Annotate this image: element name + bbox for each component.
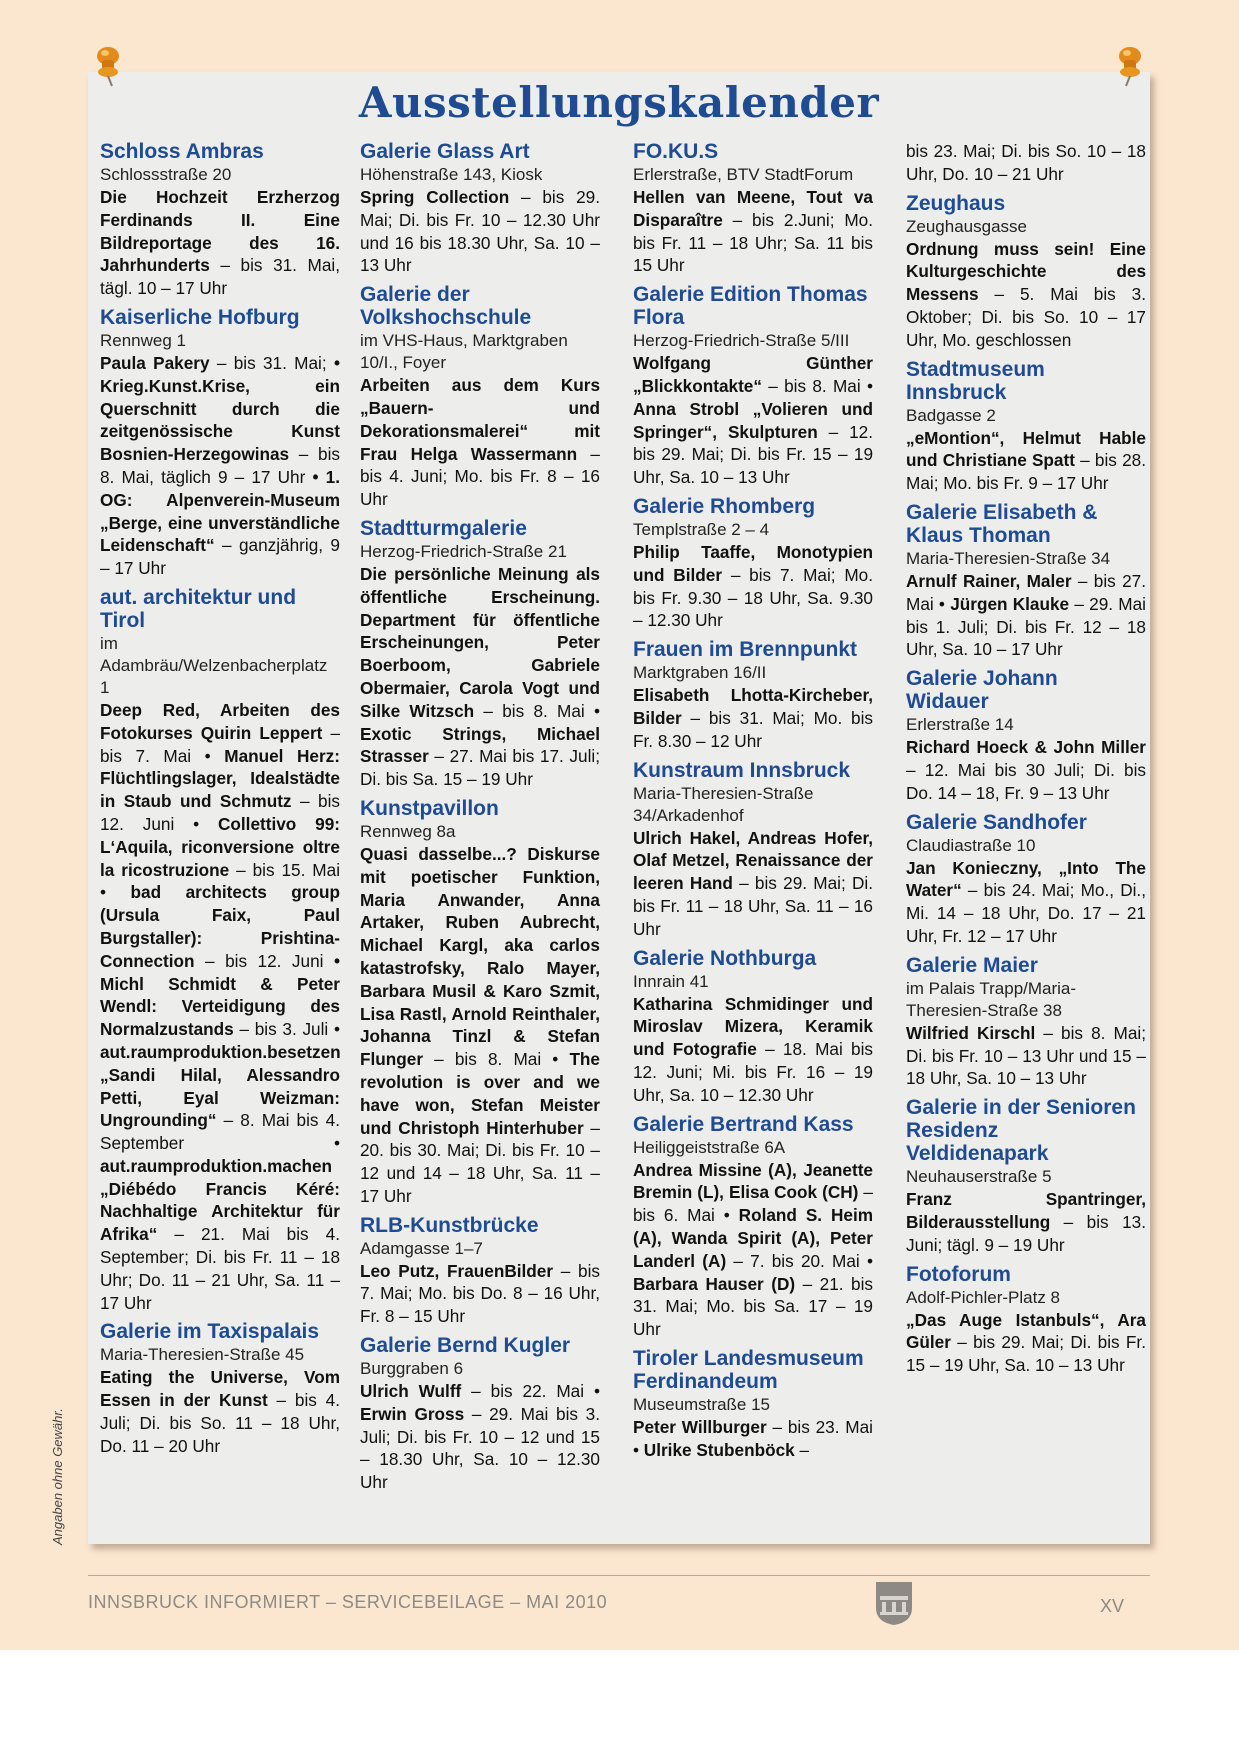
exhibition-details — [906, 857, 1146, 948]
exhibition-title: bad architects group (Ursula Faix, Paul Burgstaller): Prishtina-Connection — [100, 882, 340, 971]
exhibition-entry — [633, 1347, 873, 1462]
exhibition-details — [100, 352, 340, 580]
exhibition-dates: – ganzjährig, 9 – 17 Uhr — [100, 535, 340, 579]
exhibition-entry — [906, 1096, 1146, 1256]
venue-address: Höhenstraße 143, Kiosk — [360, 165, 543, 184]
exhibition-dates: – bis 7. Mai • — [100, 722, 341, 766]
exhibition-dates: – bis 29. Mai; Di. bis Fr. 15 – 19 Uhr, Sa. 10 – 13 Uhr — [906, 1332, 1146, 1376]
exhibition-dates: – 29. Mai bis 1. Juli; Di. bis Fr. 12 – 18 Uhr, Sa. 10 – 17 Uhr — [906, 593, 1146, 660]
exhibition-title: • Michl Schmidt & Peter Wendl: Verteidigung des Normalzustands — [100, 950, 340, 1040]
exhibition-dates: – 8. Mai bis 4. September • — [100, 1110, 340, 1154]
exhibition-entry — [633, 638, 873, 752]
venue-name: Galerie Bernd Kugler — [360, 1334, 571, 1358]
exhibition-title: Collettivo 99: L‘Aquila, riconversione oltre la ricostruzione — [100, 813, 340, 880]
venue-address: Herzog-Friedrich-Straße 21 — [360, 541, 567, 561]
column-4 — [906, 140, 1146, 1383]
exhibition-details — [100, 186, 340, 300]
exhibition-details — [360, 1380, 600, 1494]
exhibition-title: • Krieg.Kunst.Krise, ein Querschnitt durch die zeitgenössische Kunst Bosnien-Herzegowinas — [100, 352, 340, 465]
exhibition-title: Quasi dasselbe...? Diskurse mit poetischer Funktion, Maria Anwander, Anna Artaker, Ruben Aubrecht, Michael Kargl, aka carlos katastrofsky, Ralo Mayer, Barbara Musil & Karo Szmit, Lisa Rastl, Arnold Reinthaler, Johanna Tinzl & Stefan Flunger — [360, 843, 600, 1070]
venue-name: Galerie Glass Art — [360, 140, 530, 163]
venue-address: Claudiastraße 10 — [906, 835, 1036, 855]
column-2 — [360, 140, 600, 1500]
exhibition-dates: – 12. bis 29. Mai; Di. bis Fr. 15 – 19 Uhr, Sa. 10 – 13 Uhr — [633, 421, 873, 488]
exhibition-title: Ordnung muss sein! Eine Kulturgeschichte des Messens — [906, 238, 1146, 305]
exhibition-dates: – bis 4. Juli; Di. bis So. 11 – 18 Uhr, Do. 11 – 20 Uhr — [100, 1390, 340, 1456]
exhibition-title: Ulrich Wulff — [360, 1381, 462, 1402]
exhibition-details — [906, 1188, 1146, 1256]
exhibition-entry — [906, 954, 1146, 1090]
exhibition-title: Jan Konieczny, „Into The Water“ — [906, 857, 1146, 901]
exhibition-title: Elisabeth Lhotta-Kircheber, Bilder — [633, 685, 873, 728]
city-crest-icon — [874, 1580, 914, 1626]
exhibition-entry — [906, 358, 1146, 495]
venue-name: Galerie Johann Widauer — [906, 667, 1058, 714]
venue-address: Maria-Theresien-Straße 34 — [906, 548, 1111, 568]
venue-address: Maria-Theresien-Straße 34/Arkadenhof — [633, 783, 814, 825]
venue-name: Frauen im Brennpunkt — [633, 638, 858, 662]
exhibition-entry — [906, 140, 1146, 186]
exhibition-title: Katharina Schmidinger und Miroslav Mizera, Keramik und Fotografie — [633, 993, 873, 1060]
venue-name: Zeughaus — [906, 191, 1006, 215]
exhibition-details — [633, 1416, 873, 1462]
exhibition-dates: – 18. Mai bis 12. Juni; Mi. bis Fr. 16 – 19 Uhr, Sa. 10 – 12.30 Uhr — [633, 1039, 874, 1105]
venue-address: Burggraben 6 — [360, 1359, 464, 1379]
column-1 — [100, 140, 340, 1464]
venue-address: Erlerstraße, BTV StadtForum — [633, 165, 854, 184]
venue-name: aut. architektur und Tirol — [100, 585, 297, 632]
exhibition-details — [906, 736, 1146, 804]
exhibition-title: Barbara Hauser (D) — [633, 1273, 796, 1294]
exhibition-entry — [906, 667, 1146, 804]
exhibition-title: Die persönliche Meinung als öffentliche Erscheinung. Department für öffentliche Erscheinungen, Peter Boerboom, Gabriele Obermaier, Carola Vogt und Silke Witzsch — [360, 563, 600, 721]
venue-name: Galerie der Volkshochschule — [360, 283, 532, 330]
venue-address: Innrain 41 — [633, 971, 709, 991]
exhibition-dates: bis 23. Mai; Di. bis So. 10 – 18 Uhr, Do. 10 – 21 Uhr — [906, 141, 1146, 184]
exhibition-title: Wilfried Kirschl — [906, 1022, 1036, 1043]
venue-address: im Adambräu/Welzenbacherplatz 1 — [100, 633, 328, 697]
venue-name: Galerie im Taxispalais — [100, 1320, 320, 1344]
exhibition-title: Erwin Gross — [360, 1403, 465, 1424]
exhibition-details — [633, 1159, 873, 1341]
footer-publication: INNSBRUCK INFORMIERT – SERVICEBEILAGE – MAI 2010 — [88, 1592, 608, 1612]
exhibition-dates: – bis 31. Mai; Mo. bis Fr. 8.30 – 12 Uhr — [633, 707, 873, 751]
exhibition-details — [360, 563, 600, 791]
page-title: Ausstellungskalender — [358, 78, 880, 127]
venue-address: Rennweg 1 — [100, 330, 187, 350]
exhibition-title: • 1. OG: Alpenverein-Museum „Berge, eine unverständliche Leidenschaft“ — [100, 466, 340, 556]
venue-address: Maria-Theresien-Straße 45 — [100, 1345, 305, 1365]
exhibition-details — [633, 352, 873, 489]
exhibition-details — [906, 427, 1146, 495]
exhibition-details — [633, 684, 873, 752]
exhibition-title: Philip Taaffe, Monotypien und Bilder — [633, 541, 873, 585]
footer-divider — [88, 1575, 1150, 1576]
exhibition-entry — [906, 192, 1146, 352]
venue-name: RLB-Kunstbrücke — [360, 1213, 539, 1237]
venue-name: Galerie Edition Thomas Flora — [633, 283, 868, 330]
exhibition-title: Jürgen Klauke — [950, 593, 1070, 614]
exhibition-dates: – 21. Mai bis 4. September; Di. bis Fr. 11 – 18 Uhr; Do. 11 – 21 Uhr, Sa. 11 – 17 Uhr — [100, 1224, 340, 1313]
venue-name: Schloss Ambras — [100, 140, 264, 163]
exhibition-entry — [360, 1214, 600, 1328]
exhibition-title: Spring Collection — [360, 187, 510, 207]
exhibition-title: Eating the Universe, Vom Essen in der Kunst — [100, 1367, 340, 1411]
exhibition-title: Ulrike Stubenböck — [643, 1439, 795, 1460]
exhibition-details — [360, 374, 600, 511]
venue-address: Templstraße 2 – 4 — [633, 519, 770, 539]
exhibition-entry — [633, 495, 873, 632]
exhibition-title: Deep Red, Arbeiten des Fotokurses Quirin Leppert — [100, 699, 340, 743]
exhibition-entry — [100, 1320, 340, 1457]
exhibition-details — [633, 541, 873, 632]
exhibition-dates: – bis 3. Juli • — [233, 1019, 340, 1040]
exhibition-details — [100, 1366, 340, 1457]
exhibition-details — [906, 1309, 1146, 1377]
exhibition-title: „eMontion“, Helmut Hable und Christiane Spatt — [906, 427, 1146, 471]
exhibition-dates: – bis 29. Mai; Di. bis Fr. 11 – 18 Uhr, Sa. 11 – 16 Uhr — [633, 873, 873, 939]
venue-address: Schlossstraße 20 — [100, 165, 232, 184]
disclaimer: Angaben ohne Gewähr. — [50, 1408, 65, 1545]
exhibition-title: „Das Auge Istanbuls“, Ara Güler — [906, 1309, 1146, 1353]
exhibition-details — [360, 1260, 600, 1328]
page-number: XV — [1100, 1596, 1125, 1616]
exhibition-title: Exotic Strings, Michael Strasser — [360, 723, 600, 767]
exhibition-entry — [633, 1113, 873, 1341]
exhibition-title: Ulrich Hakel, Andreas Hofer, Olaf Metzel, Renaissance der leeren Hand — [633, 827, 873, 894]
exhibition-dates: – — [794, 1439, 810, 1460]
exhibition-dates: – bis 28. Mai; Mo. bis Fr. 9 – 17 Uhr — [906, 450, 1146, 494]
exhibition-details — [906, 238, 1146, 352]
venue-name: Galerie Maier — [906, 953, 1038, 977]
venue-name: Stadtmuseum Innsbruck — [906, 357, 1045, 404]
exhibition-dates: – bis 12. Juni • — [100, 791, 340, 834]
exhibition-dates: – bis 8. Mai • — [474, 700, 600, 721]
exhibition-dates: – bis 8. Mai, täglich 9 – 17 Uhr — [100, 444, 340, 487]
exhibition-title: Leo Putz, FrauenBilder — [360, 1260, 554, 1281]
exhibition-details — [906, 570, 1146, 661]
exhibition-details — [906, 140, 1146, 186]
venue-name: Tiroler Landesmuseum Ferdinandeum — [633, 1346, 864, 1393]
exhibition-title: Arnulf Rainer, Maler — [906, 570, 1072, 591]
exhibition-dates: – bis 13. Juni; tägl. 9 – 19 Uhr — [906, 1211, 1146, 1255]
exhibition-dates: – bis 7. Mai; Mo. bis Fr. 9.30 – 18 Uhr, Sa. 9.30 – 12.30 Uhr — [633, 564, 873, 631]
venue-address: Heiliggeiststraße 6A — [633, 1137, 786, 1157]
exhibition-details — [633, 186, 873, 277]
exhibition-entry — [100, 140, 340, 300]
venue-name: Galerie Sandhofer — [906, 810, 1087, 834]
exhibition-dates: – 29. Mai bis 3. Juli; Di. bis Fr. 10 – 12 und 15 – 18.30 Uhr, Sa. 10 – 12.30 Uhr — [360, 1403, 601, 1493]
exhibition-dates: – bis 2.Juni; Mo. bis Fr. 11 – 18 Uhr; Sa. 11 bis 15 Uhr — [633, 209, 873, 276]
exhibition-title: Roland S. Heim (A), Wanda Spirit (A), Peter Landerl (A) — [633, 1205, 874, 1271]
exhibition-dates: – bis 4. Juni; Mo. bis Fr. 8 – 16 Uhr — [360, 443, 600, 510]
column-3 — [633, 140, 873, 1467]
exhibition-dates: – 27. Mai bis 17. Juli; Di. bis Sa. 15 – 19 Uhr — [360, 746, 600, 790]
exhibition-entry — [100, 306, 340, 580]
venue-name: Galerie in der Senioren Residenz Veldidenapark — [906, 1096, 1136, 1166]
venue-address: Erlerstraße 14 — [906, 715, 1014, 735]
venue-address: Marktgraben 16/II — [633, 663, 767, 683]
exhibition-dates: – 21. bis 31. Mai; Mo. bis Sa. 17 – 19 Uhr — [633, 1273, 873, 1340]
venue-name: Galerie Nothburga — [633, 946, 817, 970]
exhibition-title: Die Hochzeit Erzherzog Ferdinands II. Eine Bildreportage des 16. Jahrhunderts — [100, 187, 340, 276]
exhibition-entry — [360, 517, 600, 791]
exhibition-dates: – bis 15. Mai • — [100, 859, 341, 903]
exhibition-dates: – bis 8. Mai; Di. bis Fr. 10 – 13 Uhr und 15 – 18 Uhr, Sa. 10 – 13 Uhr — [906, 1022, 1146, 1089]
exhibition-dates: – bis 7. Mai; Mo. bis Do. 8 – 16 Uhr, Fr. 8 – 15 Uhr — [360, 1260, 600, 1327]
exhibition-entry — [633, 947, 873, 1107]
exhibition-dates: – bis 31. Mai, tägl. 10 – 17 Uhr — [100, 255, 340, 299]
venue-name: Galerie Bertrand Kass — [633, 1112, 854, 1136]
exhibition-entry — [906, 811, 1146, 948]
exhibition-title: aut.raumproduktion.besetzen „Sandi Hilal, Alessandro Petti, Eyal Weizman: Ungrounding“ — [100, 1041, 341, 1131]
venue-address: Zeughausgasse — [906, 216, 1027, 236]
exhibition-entry — [906, 501, 1146, 661]
exhibition-entry — [360, 140, 600, 277]
venue-name: Galerie Rhomberg — [633, 494, 816, 518]
venue-address: Adolf-Pichler-Platz 8 — [906, 1287, 1061, 1307]
venue-name: Galerie Elisabeth & Klaus Thoman — [906, 500, 1098, 547]
venue-address: im VHS-Haus, Marktgraben 10/I., Foyer — [360, 331, 568, 373]
venue-address: Herzog-Friedrich-Straße 5/III — [633, 331, 850, 351]
exhibition-title: Manuel Herz: Flüchtlingslager, Idealstädte in Staub und Schmutz — [100, 745, 340, 812]
exhibition-details — [906, 1022, 1146, 1090]
venue-name: Kaiserliche Hofburg — [100, 305, 300, 329]
venue-address: Adamgasse 1–7 — [360, 1238, 483, 1258]
exhibition-dates: – 7. bis 20. Mai • — [726, 1250, 873, 1271]
exhibition-title: aut.raumproduktion.machen „Diébédo Francis Kéré: Nachhaltige Architektur für Afrika“ — [100, 1155, 340, 1245]
exhibition-title: Hellen van Meene, Tout va Disparaître — [633, 187, 873, 230]
exhibition-dates: – bis 24. Mai; Mo., Di., Mi. 14 – 18 Uhr, Do. 17 – 21 Uhr, Fr. 12 – 17 Uhr — [906, 880, 1146, 946]
exhibition-dates: – bis 12. Juni — [194, 950, 334, 971]
exhibition-entry — [360, 797, 600, 1208]
exhibition-entry — [906, 1263, 1146, 1377]
exhibition-title: Franz Spantringer, Bilderausstellung — [906, 1189, 1146, 1232]
exhibition-dates: – bis 8. Mai • — [761, 375, 873, 396]
exhibition-entry — [360, 283, 600, 511]
exhibition-entry — [100, 586, 340, 1315]
exhibition-dates: – bis 23. Mai • — [633, 1416, 873, 1460]
exhibition-dates: – bis 27. Mai • — [906, 570, 1147, 614]
exhibition-title: Richard Hoeck & John Miller — [906, 737, 1146, 758]
exhibition-entry — [633, 759, 873, 941]
exhibition-details — [633, 993, 873, 1107]
venue-address: Badgasse 2 — [906, 405, 996, 425]
venue-name: FO.KU.S — [633, 140, 719, 163]
exhibition-details — [100, 699, 340, 1315]
exhibition-dates: – bis 8. Mai • — [423, 1049, 570, 1070]
exhibition-entry — [633, 283, 873, 489]
venue-address: im Palais Trapp/Maria-Theresien-Straße 38 — [906, 978, 1077, 1020]
exhibition-details — [360, 843, 600, 1208]
exhibition-title: Peter Willburger — [633, 1416, 767, 1437]
exhibition-dates: – 20. bis 30. Mai; Di. bis Fr. 10 – 12 und 14 – 18 Uhr, Sa. 11 – 17 Uhr — [360, 1117, 600, 1206]
exhibition-entry — [633, 140, 873, 277]
exhibition-details — [360, 186, 600, 277]
exhibition-title: Paula Pakery — [100, 352, 210, 373]
exhibition-title: Arbeiten aus dem Kurs „Bauern- und Dekorationsmalerei“ mit Frau Helga Wassermann — [360, 375, 600, 464]
exhibition-dates: – 12. Mai bis 30 Juli; Di. bis Do. 14 – 18, Fr. 9 – 13 Uhr — [906, 759, 1146, 803]
exhibition-entry — [360, 1334, 600, 1494]
exhibition-title: The revolution is over and we have won, Stefan Meister und Christoph Hinterhuber — [360, 1049, 600, 1138]
exhibition-dates: – bis 22. Mai • — [461, 1381, 600, 1402]
venue-address: Neuhauserstraße 5 — [906, 1167, 1052, 1187]
venue-name: Fotoforum — [906, 1262, 1011, 1286]
venue-address: Rennweg 8a — [360, 821, 456, 841]
exhibition-dates: – bis 6. Mai • — [633, 1182, 873, 1226]
exhibition-details — [633, 827, 873, 941]
exhibition-title: Wolfgang Günther „Blickkontakte“ — [633, 353, 873, 396]
venue-name: Stadtturmgalerie — [360, 516, 527, 540]
exhibition-dates: – 5. Mai bis 3. Oktober; Di. bis So. 10 – 17 Uhr, Mo. geschlossen — [906, 284, 1146, 350]
venue-name: Kunstraum Innsbruck — [633, 758, 851, 782]
venue-address: Museumstraße 15 — [633, 1394, 770, 1414]
venue-name: Kunstpavillon — [360, 796, 499, 820]
exhibition-dates: – bis 29. Mai; Di. bis Fr. 10 – 12.30 Uhr und 16 bis 18.30 Uhr, Sa. 10 – 13 Uhr — [360, 187, 601, 276]
exhibition-dates: – bis 31. Mai; — [209, 352, 334, 373]
exhibition-title: Anna Strobl „Volieren und Springer“, Skulpturen — [633, 398, 873, 442]
exhibition-title: Andrea Missine (A), Jeanette Bremin (L), Elisa Cook (CH) — [633, 1159, 873, 1203]
